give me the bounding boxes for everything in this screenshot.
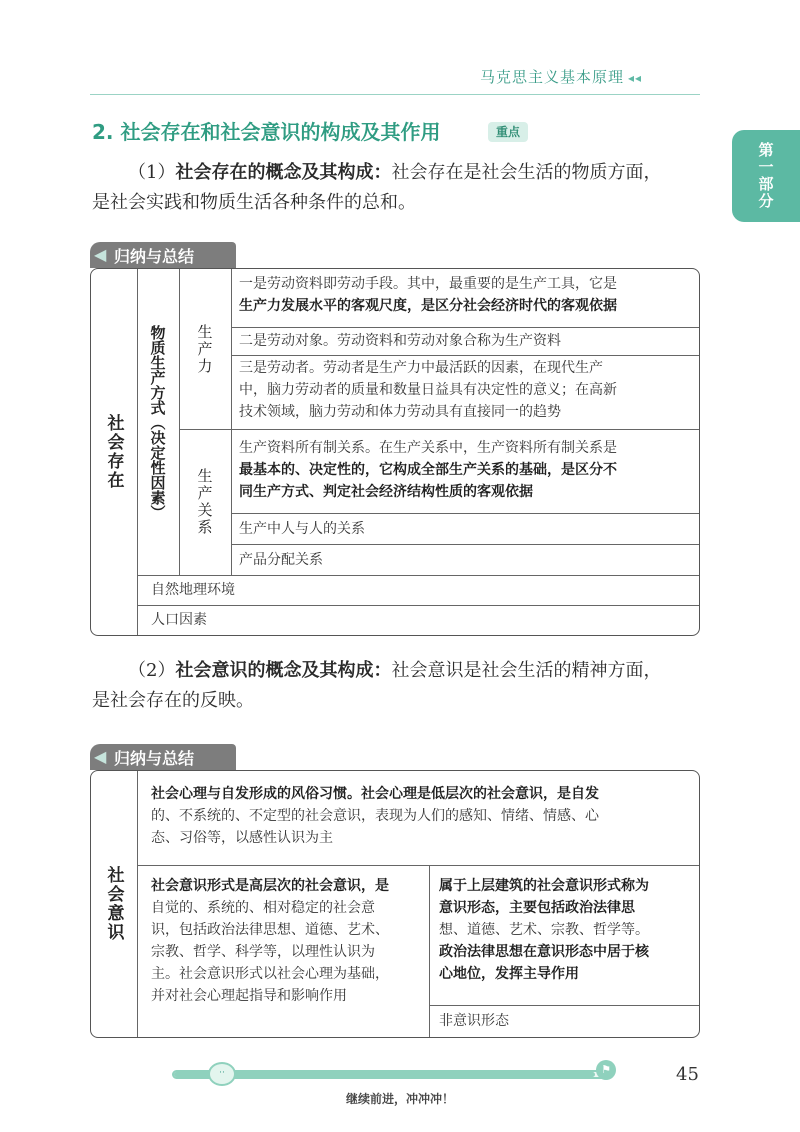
sub-header-productive-forces: 生产力 <box>195 323 214 375</box>
table-cell: 生产中人与人的关系 <box>239 520 365 537</box>
group-header-production-mode: 物质生产方式（决定性因素） <box>148 324 167 520</box>
paragraph-lead: 社会意识的概念及其构成： <box>175 660 392 681</box>
sub-header-production-relations: 生产关系 <box>195 468 214 536</box>
footer-slogan: 继续前进，冲冲冲！ <box>345 1092 454 1106</box>
running-head <box>480 66 710 87</box>
row-divider <box>179 429 231 430</box>
chevron-left-icon: ◀ <box>94 747 107 766</box>
row-divider <box>231 429 699 430</box>
social-consciousness-table <box>90 770 700 1038</box>
row-divider <box>137 865 699 866</box>
paragraph-line <box>92 158 704 188</box>
table-cell: 属于上层建筑的社会意识形式称为 意识形态，主要包括政治法律思 想、道德、艺术、宗教、哲学等。 政治法律思想在意识形态中居于核 心地位，发挥主导作用 <box>439 878 649 982</box>
goal-flag-icon: ⚑ <box>596 1060 616 1080</box>
table-cell: 自然地理环境 <box>151 582 235 598</box>
paragraph-social-consciousness <box>92 656 704 716</box>
table-cell: 二是劳动对象。劳动资料和劳动对象合称为生产资料 <box>239 333 561 349</box>
social-existence-table <box>90 268 700 636</box>
side-tab-label: 第一部分 <box>756 142 775 210</box>
key-point-badge: 重点 <box>488 122 528 142</box>
table-cell: 产品分配关系 <box>239 551 323 568</box>
reading-progress-bar <box>172 1070 610 1079</box>
table-cell: 社会意识形式是高层次的社会意识，是 自觉的、系统的、相对稳定的社会意 识，包括政治法律思想、道德、艺术、 宗教、哲学、科学等，以理性认识为 主。社会意识形式以社会心理为基础， 并对社会心理起指导和影响作用 <box>151 878 389 1004</box>
paragraph-number: （1） <box>128 162 176 183</box>
paragraph-line <box>92 656 704 686</box>
table-cell: 三是劳动者。劳动者是生产力中最活跃的因素，在现代生产 中，脑力劳动者的质量和数量日益具有决定性的意义；在高新 技术领域，脑力劳动和体力劳动具有直接同一的趋势 <box>239 360 617 420</box>
table-cell: 生产资料所有制关系。在生产关系中，生产资料所有制关系是 最基本的、决定性的，它构成全部生产关系的基础，是区分不 同生产方式、判定社会经济结构性质的客观依据 <box>239 440 617 500</box>
row-header-social-consciousness: 社会意识 <box>103 866 124 942</box>
table-cell: 社会心理与自发形成的风俗习惯。社会心理是低层次的社会意识，是自发 的、不系统的、不定型的社会意识，表现为人们的感知、情绪、情感、心 态、习俗等，以感性认识为主 <box>151 786 599 846</box>
table-cell: 非意识形态 <box>439 1013 509 1029</box>
section-title: 2. 社会存在和社会意识的构成及其作用 <box>92 120 441 144</box>
paragraph-line: 是社会存在的反映。 <box>92 690 254 711</box>
mascot-icon: ·· <box>208 1062 236 1086</box>
running-title: 马克思主义基本原理 <box>480 68 625 86</box>
chevron-left-icon: ◀ <box>94 245 107 264</box>
row-header-social-existence: 社会存在 <box>103 414 124 490</box>
paragraph-number: （2） <box>128 660 176 681</box>
summary-tab <box>90 242 236 268</box>
paragraph-text: 社会意识是社会生活的精神方面， <box>391 660 662 681</box>
summary-tab <box>90 744 236 770</box>
paragraph-social-existence <box>92 158 704 218</box>
paragraph-line: 是社会实践和物质生活各种条件的总和。 <box>92 192 416 213</box>
paragraph-lead: 社会存在的概念及其构成： <box>175 162 392 183</box>
page-number: 45 <box>676 1064 699 1085</box>
part-side-tab <box>732 130 800 222</box>
table-cell: 一是劳动资料即劳动手段。其中，最重要的是生产工具，它是 生产力发展水平的客观尺度，是区分社会经济时代的客观依据 <box>239 276 617 314</box>
summary-tab-label: 归纳与总结 <box>114 748 195 768</box>
row-divider <box>231 355 699 356</box>
header-divider <box>90 94 700 95</box>
summary-tab-label: 归纳与总结 <box>114 246 195 266</box>
double-arrow-icon: ◂◂ <box>628 71 643 85</box>
table-cell: 人口因素 <box>151 612 207 628</box>
paragraph-text: 社会存在是社会生活的物质方面， <box>391 162 662 183</box>
progress-fill <box>174 1072 595 1077</box>
